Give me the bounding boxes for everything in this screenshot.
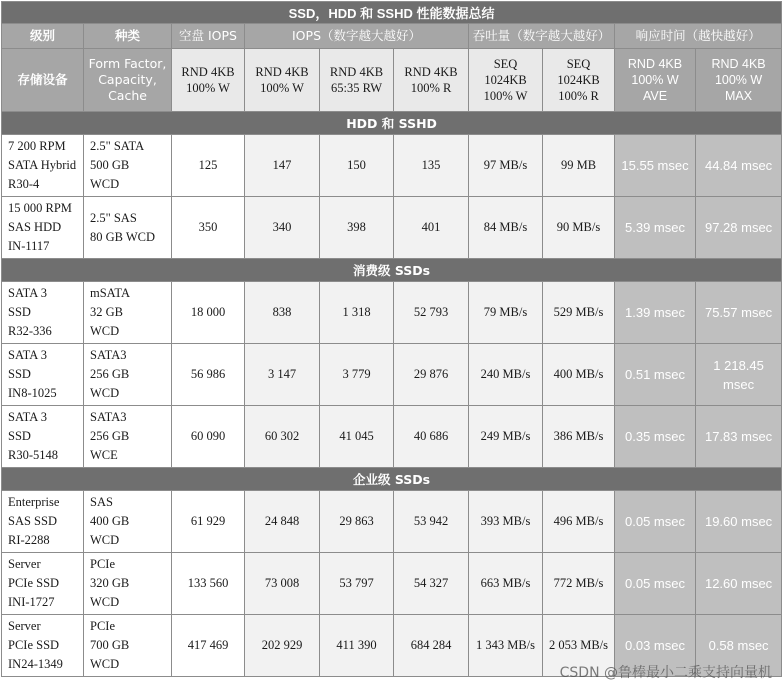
header-form-line: Form Factor, [88,56,167,71]
seq-r-cell: 772 MB/s [543,553,615,615]
iops-rw-cell: 29 863 [320,491,394,553]
cell-line: SATA Hybrid [8,158,77,172]
header-resp-ave-spec [615,49,696,112]
resp-ave-cell: 0.35 msec [615,406,696,468]
section-header: 消费级 SSDs [2,259,782,282]
empty-iops-cell: 56 986 [172,344,245,406]
cell-line: Server [8,619,41,633]
device-cell [2,197,84,259]
iops-r-cell: 29 876 [394,344,469,406]
header-spec-line: 1024KB [557,73,600,87]
cell-line: R30-4 [8,177,40,191]
header-spec-line: 100% W [631,73,679,87]
cell-line: 500 GB [90,158,130,172]
device-cell [2,282,84,344]
empty-iops-cell: 18 000 [172,282,245,344]
cell-line: WCE [90,448,118,462]
cell-line: 1 218.45 [713,357,764,373]
seq-w-cell: 1 343 MB/s [469,615,543,677]
resp-max-cell: 97.28 msec [696,197,782,259]
resp-ave-cell: 15.55 msec [615,135,696,197]
resp-max-cell: 75.57 msec [696,282,782,344]
seq-w-cell: 84 MB/s [469,197,543,259]
seq-w-cell: 393 MB/s [469,491,543,553]
form-factor-cell [84,406,172,468]
header-seq-w-spec [469,49,543,112]
iops-rw-cell: 3 779 [320,344,394,406]
table-row [2,135,782,197]
ssd-performance-table [1,1,782,677]
resp-ave-cell: 5.39 msec [615,197,696,259]
iops-r-cell: 401 [394,197,469,259]
iops-rw-cell: 41 045 [320,406,394,468]
header-spec-line: 100% W [260,81,304,95]
iops-r-cell: 684 284 [394,615,469,677]
cell-line: 2.5" SATA [90,139,145,153]
form-factor-cell [84,197,172,259]
cell-line: 256 GB [90,367,130,381]
header-spec-line: RND 4KB [181,65,235,79]
iops-w-cell: 24 848 [245,491,320,553]
form-factor-cell [84,491,172,553]
iops-w-cell: 147 [245,135,320,197]
resp-ave-cell: 0.05 msec [615,553,696,615]
seq-r-cell: 90 MB/s [543,197,615,259]
header-spec-line: 65:35 RW [330,81,383,95]
iops-rw-cell: 1 318 [320,282,394,344]
resp-max-cell [696,344,782,406]
seq-r-cell: 496 MB/s [543,491,615,553]
header-spec-line: 1024KB [484,73,527,87]
cell-line: R30-5148 [8,448,58,462]
table-row [2,282,782,344]
header-empty-iops-spec [172,49,245,112]
iops-w-cell: 340 [245,197,320,259]
table-row [2,553,782,615]
seq-r-cell: 2 053 MB/s [543,615,615,677]
header-iops-group: IOPS（数字越大越好） [245,24,469,49]
cell-line: SSD [8,429,31,443]
device-cell [2,406,84,468]
cell-line: R32-336 [8,324,52,338]
cell-line: SATA 3 [8,286,47,300]
table-title: SSD，HDD 和 SSHD 性能数据总结 [2,2,782,24]
cell-line: PCIe SSD [8,638,60,652]
iops-w-cell: 73 008 [245,553,320,615]
iops-r-cell: 53 942 [394,491,469,553]
header-spec-line: 100% W [186,81,230,95]
device-cell [2,553,84,615]
header-device: 存储设备 [2,49,84,112]
empty-iops-cell: 125 [172,135,245,197]
cell-line: PCIe SSD [8,576,60,590]
seq-w-cell: 79 MB/s [469,282,543,344]
seq-r-cell: 400 MB/s [543,344,615,406]
cell-line: 700 GB [90,638,130,652]
cell-line: SAS SSD [8,514,57,528]
section-header: 企业级 SSDs [2,468,782,491]
header-iops-rw-spec [320,49,394,112]
seq-w-cell: 249 MB/s [469,406,543,468]
resp-max-cell: 12.60 msec [696,553,782,615]
iops-rw-cell: 398 [320,197,394,259]
cell-line: SATA3 [90,410,127,424]
empty-iops-cell: 60 090 [172,406,245,468]
cell-line: IN8-1025 [8,386,57,400]
seq-r-cell: 386 MB/s [543,406,615,468]
header-spec-line: 100% R [558,89,599,103]
cell-line: SAS [90,495,113,509]
header-spec-line: SEQ [493,57,518,71]
iops-r-cell: 135 [394,135,469,197]
iops-r-cell: 40 686 [394,406,469,468]
cell-line: RI-2288 [8,533,50,547]
device-cell [2,135,84,197]
form-factor-cell [84,553,172,615]
resp-ave-cell: 0.51 msec [615,344,696,406]
iops-r-cell: 52 793 [394,282,469,344]
iops-rw-cell: 53 797 [320,553,394,615]
cell-line: mSATA [90,286,130,300]
header-spec-line: RND 4KB [255,65,309,79]
header-spec-line: SEQ [566,57,591,71]
cell-line: msec [723,376,755,392]
cell-line: PCIe [90,619,115,633]
cell-line: WCD [90,595,120,609]
form-factor-cell [84,135,172,197]
resp-max-cell: 19.60 msec [696,491,782,553]
resp-max-cell: 0.58 msec [696,615,782,677]
cell-line: SAS HDD [8,220,62,234]
resp-max-cell: 17.83 msec [696,406,782,468]
header-iops-r-spec [394,49,469,112]
cell-line: IN-1117 [8,239,50,253]
cell-line: 256 GB [90,429,130,443]
header-spec-line: RND 4KB [627,57,683,71]
cell-line: INI-1727 [8,595,55,609]
header-spec-line: RND 4KB [329,65,384,79]
table-row [2,344,782,406]
iops-r-cell: 54 327 [394,553,469,615]
cell-line: WCD [90,324,120,338]
header-spec-line: RND 4KB [404,65,458,79]
empty-iops-cell: 133 560 [172,553,245,615]
header-kind: 种类 [84,24,172,49]
header-spec-line: 100% W [483,89,528,103]
cell-line: SATA 3 [8,348,47,362]
cell-line: Server [8,557,41,571]
cell-line: WCD [90,657,120,671]
section-header: HDD 和 SSHD [2,112,782,135]
form-factor-cell [84,282,172,344]
iops-rw-cell: 150 [320,135,394,197]
watermark: CSDN @鲁棒最小二乘支持向量机 [559,665,772,681]
seq-w-cell: 240 MB/s [469,344,543,406]
device-cell [2,491,84,553]
header-iops-w-spec [245,49,320,112]
header-spec-line: MAX [725,89,753,103]
table-row [2,406,782,468]
cell-line: 15 000 RPM [8,201,72,215]
cell-line: 2.5" SAS [90,210,137,225]
table-body [2,112,782,677]
empty-iops-cell: 417 469 [172,615,245,677]
cell-line: 400 GB [90,514,130,528]
header-response-group: 响应时间（越快越好） [615,24,782,49]
cell-line: WCD [90,177,120,191]
header-throughput-group: 吞吐量（数字越大越好） [469,24,615,49]
header-empty-iops: 空盘 IOPS [172,24,245,49]
empty-iops-cell: 61 929 [172,491,245,553]
empty-iops-cell: 350 [172,197,245,259]
form-factor-cell [84,615,172,677]
cell-line: WCD [90,533,120,547]
iops-w-cell: 838 [245,282,320,344]
device-cell [2,344,84,406]
header-level: 级别 [2,24,84,49]
cell-line: 320 GB [90,576,130,590]
table-row [2,197,782,259]
header-spec-line: 100% W [714,73,763,87]
seq-w-cell: 97 MB/s [469,135,543,197]
resp-max-cell: 44.84 msec [696,135,782,197]
header-spec-line: 100% R [410,81,452,95]
header-spec-line: AVE [642,89,668,103]
form-factor-cell [84,344,172,406]
seq-r-cell: 529 MB/s [543,282,615,344]
header-form-factor [84,49,172,112]
header-form-line: Cache [108,88,147,103]
cell-line: SSD [8,305,31,319]
cell-line: WCD [90,386,120,400]
iops-rw-cell: 411 390 [320,615,394,677]
cell-line: SATA 3 [8,410,47,424]
header-form-line: Capacity, [98,72,157,87]
cell-line: SATA3 [90,348,127,362]
cell-line: Enterprise [8,495,60,509]
seq-w-cell: 663 MB/s [469,553,543,615]
iops-w-cell: 3 147 [245,344,320,406]
header-seq-r-spec [543,49,615,112]
cell-line: 7 200 RPM [8,139,66,153]
cell-line: SSD [8,367,31,381]
cell-line: IN24-1349 [8,657,63,671]
iops-w-cell: 202 929 [245,615,320,677]
header-resp-max-spec [696,49,782,112]
cell-line: 32 GB [90,305,123,319]
cell-line: PCIe [90,557,115,571]
device-cell [2,615,84,677]
cell-line: 80 GB WCD [90,229,156,244]
resp-ave-cell: 0.05 msec [615,491,696,553]
resp-ave-cell: 1.39 msec [615,282,696,344]
seq-r-cell: 99 MB [543,135,615,197]
header-spec-line: RND 4KB [711,57,766,71]
resp-ave-cell: 0.03 msec [615,615,696,677]
table-row [2,491,782,553]
iops-w-cell: 60 302 [245,406,320,468]
